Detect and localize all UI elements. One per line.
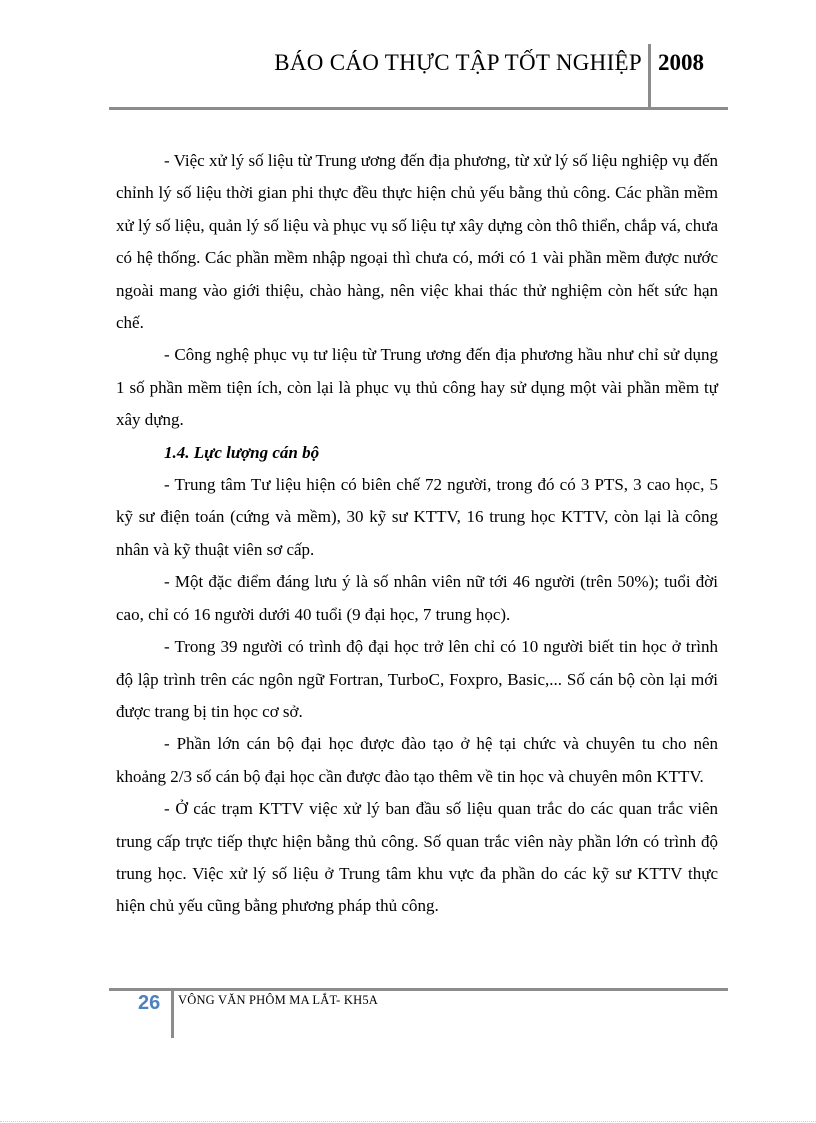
footer-divider-vertical xyxy=(171,988,174,1038)
body-paragraph: - Việc xử lý số liệu từ Trung ương đến địa phương, từ xử lý số liệu nghiệp vụ đến chỉnh lý số liệu thời gian phi thực đều thực hiện chủ yếu bằng thủ công. Các phần mềm xử lý số liệu, quản lý số liệu và phục vụ số liệu tự xây dựng còn thô thiển, chắp vá, chưa có hệ thống. Các phần mềm nhập ngoại thì chưa có, mới có 1 vài phần mềm được nước ngoài mang vào giới thiệu, chào hàng, nên việc khai thác thử nghiệm còn hết sức hạn chế. xyxy=(116,151,718,333)
header-rule xyxy=(109,107,728,110)
header-title: BÁO CÁO THỰC TẬP TỐT NGHIỆP xyxy=(274,50,642,75)
section-paragraph: - Một đặc điểm đáng lưu ý là số nhân viên nữ tới 46 người (trên 50%); tuổi đời cao, chỉ có 16 người dưới 40 tuổi (9 đại học, 7 trung học). xyxy=(116,572,718,624)
section-paragraph: - Trung tâm Tư liệu hiện có biên chế 72 người, trong đó có 3 PTS, 3 cao học, 5 kỹ sư điện toán (cứng và mềm), 30 kỹ sư KTTV, 16 trung học KTTV, còn lại là công nhân và kỹ thuật viên sơ cấp. xyxy=(116,475,718,559)
footer-author: VÔNG VĂN PHÔM MA LẮT- KH5A xyxy=(178,993,379,1007)
header-divider-vertical xyxy=(648,44,651,110)
page-bottom-border xyxy=(0,1121,816,1122)
page-number: 26 xyxy=(138,992,161,1014)
section-paragraph: - Ở các trạm KTTV việc xử lý ban đầu số liệu quan trắc do các quan trắc viên trung cấp trực tiếp thực hiện bằng thủ công. Số quan trắc viên này phần lớn có trình độ trung học. Việc xử lý số liệu ở Trung tâm khu vực đa phần do các kỹ sư KTTV thực hiện chủ yếu cũng bằng phương pháp thủ công. xyxy=(116,799,718,916)
section-heading: 1.4. Lực lượng cán bộ xyxy=(164,442,320,462)
body-paragraph: - Công nghệ phục vụ tư liệu từ Trung ương đến địa phương hầu như chỉ sử dụng 1 số phần mềm tiện ích, còn lại là phục vụ thủ công hay sử dụng một vài phần mềm tự xây dựng. xyxy=(116,345,718,430)
header-year: 2008 xyxy=(658,50,704,75)
page-body xyxy=(116,145,718,923)
footer-rule xyxy=(109,988,728,991)
section-paragraph: - Phần lớn cán bộ đại học được đào tạo ở hệ tại chức và chuyên tu cho nên khoảng 2/3 số cán bộ đại học cần được đào tạo thêm về tin học và chuyên môn KTTV. xyxy=(116,734,718,786)
section-paragraph: - Trong 39 người có trình độ đại học trở lên chỉ có 10 người biết tin học ở trình độ lập trình trên các ngôn ngữ Fortran, TurboC, Foxpro, Basic,... Số cán bộ còn lại mới được trang bị tin học cơ sở. xyxy=(116,637,718,721)
